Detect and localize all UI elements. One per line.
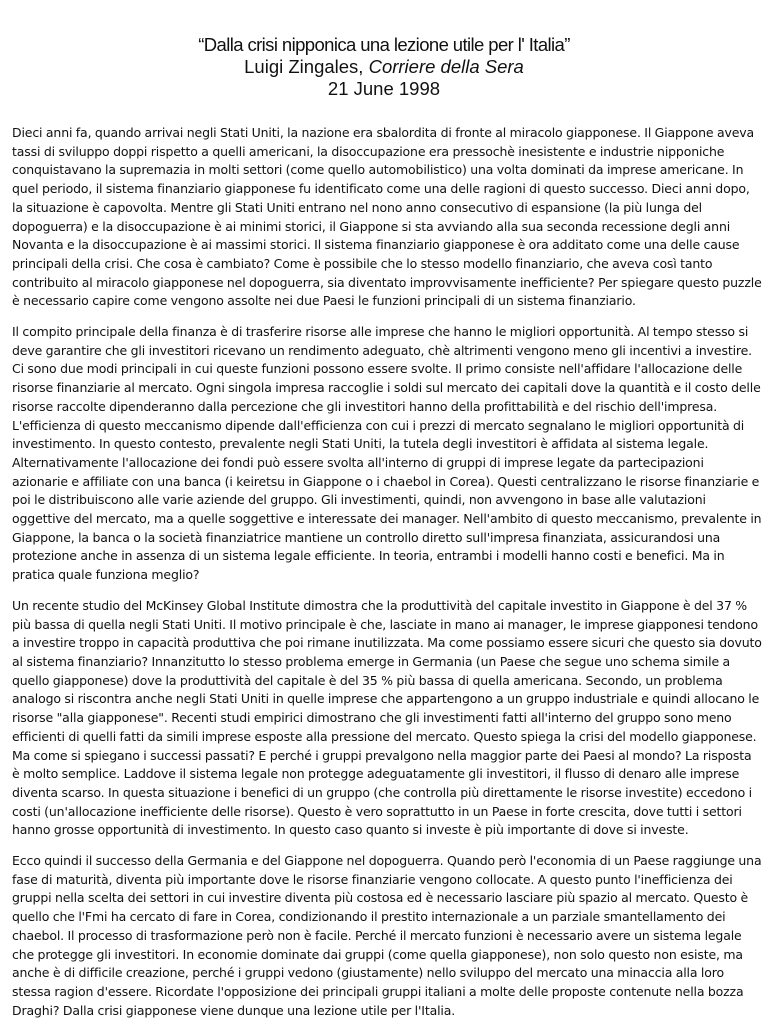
article-body (12, 124, 762, 1032)
byline (0, 56, 768, 78)
article-header (0, 0, 768, 100)
paragraph-4: Ecco quindi il successo della Germania e del Giappone nel dopoguerra. Quando però l'economia di un Paese raggiunge una fase di maturità, diventa più importante dove le risorse finanziarie vengono collocate. A questo punto l'inefficienza dei gruppi nella scelta dei settori in cui investire diventa più costosa ed è necessario lasciare più spazio al mercato. Questo è quello che l'Fmi ha cercato di fare in Corea, condizionando il prestito internazionale a un parziale smantellamento dei chaebol. Il processo di trasformazione però non è facile. Perché il mercato funzioni è necessario avere un sistema legale che protegge gli investitori. In economie dominate dai gruppi (come quella giapponese), non solo questo non esiste, ma anche è di difficile creazione, perché i gruppi vedono (giustamente) nello sviluppo del mercato una minaccia alla loro stessa ragion d'essere. Ricordate l'opposizione dei principali gruppi italiani a molte delle proposte contenute nella bozza Draghi? Dalla crisi giapponese viene dunque una lezione utile per l'Italia. (12, 853, 762, 1018)
article-title: “Dalla crisi nipponica una lezione utile per l' Italia” (198, 34, 570, 55)
author-name: Luigi Zingales, (244, 56, 364, 77)
publication-date: 21 June 1998 (327, 78, 441, 99)
paragraph-3: Un recente studio del McKinsey Global Institute dimostra che la produttività del capitale investito in Giappone è del 37 % più bassa di quella negli Stati Uniti. Il motivo principale è che, lasciate in mano ai manager, le imprese giapponesi tendono a investire troppo in capacità produttiva che poi rimane inutilizzata. Ma come possiamo essere sicuri che questo sia dovuto al sistema finanziario? Innanzitutto lo stesso problema emerge in Germania (un Paese che segue uno schema simile a quello giapponese) dove la produttività del capitale è del 35 % più bassa di quella americana. Secondo, un problema analogo si riscontra anche negli Stati Uniti in quelle imprese che appartengono a un gruppo industriale e quindi allocano le risorse "alla giapponese". Recenti studi empirici dimostrano che gli investimenti fatti all'interno del gruppo sono meno efficienti di quelli fatti da simili imprese esposte alla pressione del mercato. Questo spiega la crisi del modello giapponese. Ma come si spiegano i successi passati? E perché i gruppi prevalgono nella maggior parte dei Paesi al mondo? La risposta è molto semplice. Laddove il sistema legale non protegge adeguatamente gli investitori, il flusso di denaro alle imprese diventa scarso. In questa situazione i benefici di un gruppo (che controlla più direttamente le risorse investite) eccedono i costi (un'allocazione inefficiente delle risorse). Questo è vero soprattutto in un Paese in forte crescita, dove tutti i settori hanno grosse opportunità di investimento. In questo caso quanto si investe è più importante di dove si investe. (12, 597, 762, 838)
paragraph-2: Il compito principale della finanza è di trasferire risorse alle imprese che hanno le migliori opportunità. Al tempo stesso si deve garantire che gli investitori ricevano un rendimento adeguato, chè altrimenti vengono meno gli incentivi a investire. Ci sono due modi principali in cui queste funzioni possono essere svolte. Il primo consiste nell'affidare l'allocazione delle risorse finanziarie al mercato. Ogni singola impresa raccoglie i soldi sul mercato dei capitali dove la quantità e il costo delle risorse raccolte dipenderanno dalla percezione che gli investitori hanno della profittabilità e del rischio dell'impresa. L'efficienza di questo meccanismo dipende dall'efficienza con cui i prezzi di mercato segnalano le migliori opportunità di investimento. In questo contesto, prevalente negli Stati Uniti, la tutela degli investitori è affidata al sistema legale. Alternativamente l'allocazione dei fondi può essere svolta all'interno di gruppi di imprese legate da partecipazioni azionarie e affiliate con una banca (i keiretsu in Giappone o i chaebol in Corea). Questi centralizzano le risorse finanziarie e poi le distribuiscono alle varie aziende del gruppo. Gli investimenti, quindi, non avvengono in base alle valutazioni oggettive del mercato, ma a quelle soggettive e interessate dei manager. Nell'ambito di questo meccanismo, prevalente in Giappone, la banca o la società finanziatrice mantiene un controllo diretto sull'impresa finanziata, assicurandosi una protezione anche in assenza di un sistema legale efficiente. In teoria, entrambi i modelli hanno costi e benefici. Ma in pratica quale funziona meglio? (12, 324, 762, 583)
publication-name: Corriere della Sera (368, 56, 524, 77)
paragraph-1: Dieci anni fa, quando arrivai negli Stati Uniti, la nazione era sbalordita di fronte al miracolo giapponese. Il Giappone aveva tassi di sviluppo doppi rispetto a quelli americani, la disoccupazione era pressochè inesistente e industrie nipponiche conquistavano la supremazia in molti settori (come quello automobilistico) una volta dominati da imprese americane. In quel periodo, il sistema finanziario giapponese fu identificato come una delle ragioni di questo successo. Dieci anni dopo, la situazione è capovolta. Mentre gli Stati Uniti entrano nel nono anno consecutivo di espansione (la più lunga del dopoguerra) e la disoccupazione è ai minimi storici, il Giappone si sta avviando alla sua seconda recessione degli anni Novanta e la disoccupazione è ai massimi storici. Il sistema finanziario giapponese è ora additato come una delle cause principali della crisi. Che cosa è cambiato? Come è possibile che lo stesso modello finanziario, che aveva così tanto contribuito al miracolo giapponese nel dopoguerra, sia diventato improvvisamente inefficiente? Per spiegare questo puzzle è necessario capire come vengono assolte nei due Paesi le funzioni principali di un sistema finanziario. (12, 125, 762, 309)
